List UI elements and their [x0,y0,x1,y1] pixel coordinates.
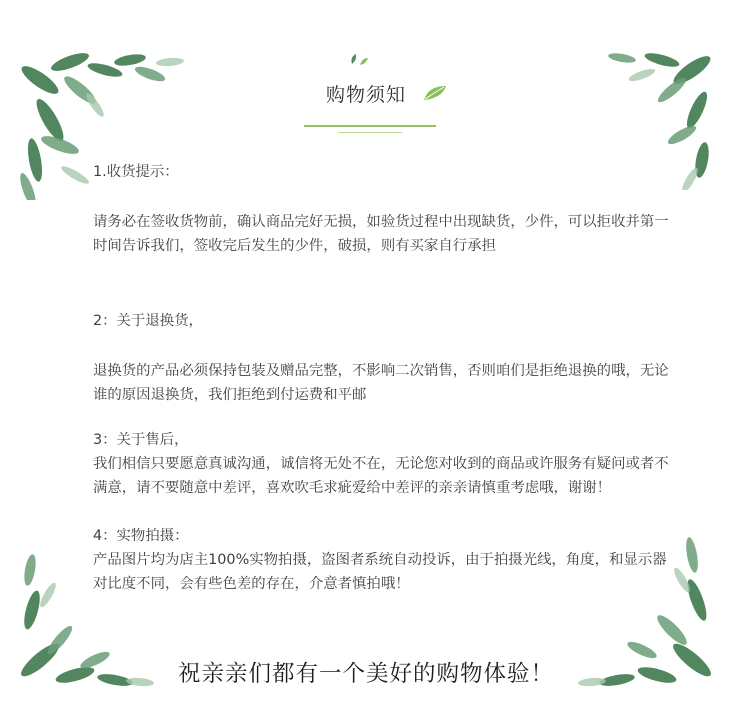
section-real-photos [93,524,673,596]
section-after-sales [93,428,673,500]
section-body: 我们相信只要愿意真诚沟通，诚信将无处不在，无论您对收到的商品或许服务有疑问或者不满意，请不要随意中差评，喜欢吹毛求疵爱给中差评的亲亲请慎重考虑哦，谢谢！ [93,456,669,496]
section-heading: 1.收货提示： [93,164,179,180]
section-body: 产品图片均为店主100%实物拍摄，盗图者系统自动投诉，由于拍摄光线，角度，和显示器对比度不同，会有些色差的存在，介意者慎拍哦！ [93,552,667,592]
notice-content [93,160,673,596]
closing-message: 祝亲亲们都有一个美好的购物体验！ [177,661,554,687]
section-body: 退换货的产品必须保持包装及赠品完整，不影响二次销售，否则咱们是拒绝退换的哦，无论谁的原因退换货，我们拒绝到付运费和平邮 [93,363,669,403]
section-receiving [93,160,673,258]
notice-card [20,50,712,690]
section-heading: 2：关于退换货， [93,313,203,329]
section-heading: 3：关于售后， [93,432,189,448]
title-underline [304,125,436,127]
leaf-icon [422,84,448,106]
page-title: 购物须知 [325,84,406,106]
title-underline-thin [338,132,402,133]
section-body: 请务必在签收货物前，确认商品完好无损，如验货过程中出现缺货，少件，可以拒收并第一时间告诉我们，签收完后发生的少件，破损，则有买家自行承担 [93,214,669,254]
sprout-icon [348,52,370,72]
section-returns [93,309,673,407]
section-heading: 4：实物拍摄： [93,528,189,544]
